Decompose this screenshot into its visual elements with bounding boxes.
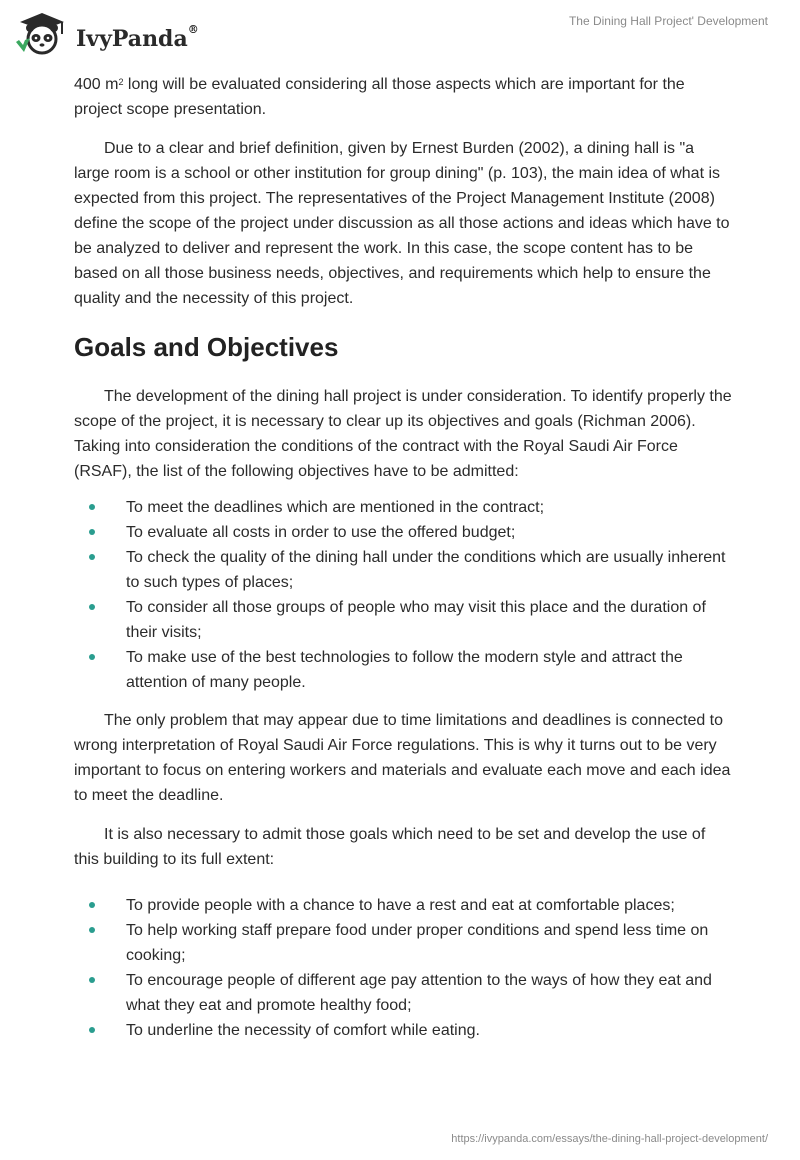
bullet-icon [89, 654, 95, 660]
essay-body [74, 70, 734, 1043]
list-item: To meet the deadlines which are mentioned in the contract; [74, 495, 734, 520]
bullet-icon [89, 554, 95, 560]
list-item: To provide people with a chance to have a rest and eat at comfortable places; [74, 893, 734, 918]
goals-heading: Goals and Objectives [74, 332, 339, 362]
list-item: To underline the necessity of comfort while eating. [74, 1018, 734, 1043]
intro-paragraph: 400 $m^2$ long will be evaluated considering all those aspects which are important for the project scope presentation. [74, 76, 685, 118]
list-item: To evaluate all costs in order to use the offered budget; [74, 520, 734, 545]
bullet-icon [89, 604, 95, 610]
problem-paragraph: The only problem that may appear due to time limitations and deadlines is connected to wrong interpretation of Royal Saudi Air Force regulations. This is why it turns out to be very important to focus on entering workers and materials and evaluate each move and each idea to meet the deadline. [74, 712, 731, 804]
list-item: To help working staff prepare food under proper conditions and spend less time on cooking; [74, 918, 734, 968]
list-item: To check the quality of the dining hall under the conditions which are usually inherent to such types of places; [74, 545, 734, 595]
definition-paragraph: Due to a clear and brief definition, given by Ernest Burden (2002), a dining hall is "a large room is a school or other institution for group dining" (p. 103), the main idea of what is expected from this project. The representatives of the Project Management Institute (2008) define the scope of the project under discussion as all those actions and ideas which have to be analyzed to deliver and represent the work. In this case, the scope content has to be based on all those business needs, objectives, and requirements which help to ensure the quality and the necessity of this project. [74, 140, 730, 307]
ivypanda-logo[interactable] [14, 8, 224, 58]
brand-name: IvyPanda® [76, 23, 199, 52]
document-title: The Dining Hall Project' Development [568, 14, 768, 28]
development-paragraph: The development of the dining hall project is under consideration. To identify properly the scope of the project, it is necessary to clear up its objectives and goals (Richman 2006). Taking into consideration the conditions of the contract with the Royal Saudi Air Force (RSAF), the list of the following objectives have to be admitted: [74, 388, 732, 480]
list-item: To make use of the best technologies to follow the modern style and attract the attention of many people. [74, 645, 734, 695]
page-header [0, 0, 800, 70]
list-item: To encourage people of different age pay attention to the ways of how they eat and what they eat and promote healthy food; [74, 968, 734, 1018]
goals-intro-paragraph: It is also necessary to admit those goals which need to be set and develop the use of this building to its full extent: [74, 826, 706, 868]
bullet-icon [89, 1027, 95, 1033]
list-item: To consider all those groups of people who may visit this place and the duration of their visits; [74, 595, 734, 645]
bullet-icon [89, 927, 95, 933]
bullet-icon [89, 902, 95, 908]
bullet-icon [89, 977, 95, 983]
panda-graduate-icon [14, 8, 70, 58]
goals-list [74, 893, 734, 1043]
bullet-icon [89, 529, 95, 535]
source-url-link[interactable]: https://ivypanda.com/essays/the-dining-hall-project-development/ [451, 1133, 768, 1145]
bullet-icon [89, 504, 95, 510]
objectives-list [74, 495, 734, 695]
